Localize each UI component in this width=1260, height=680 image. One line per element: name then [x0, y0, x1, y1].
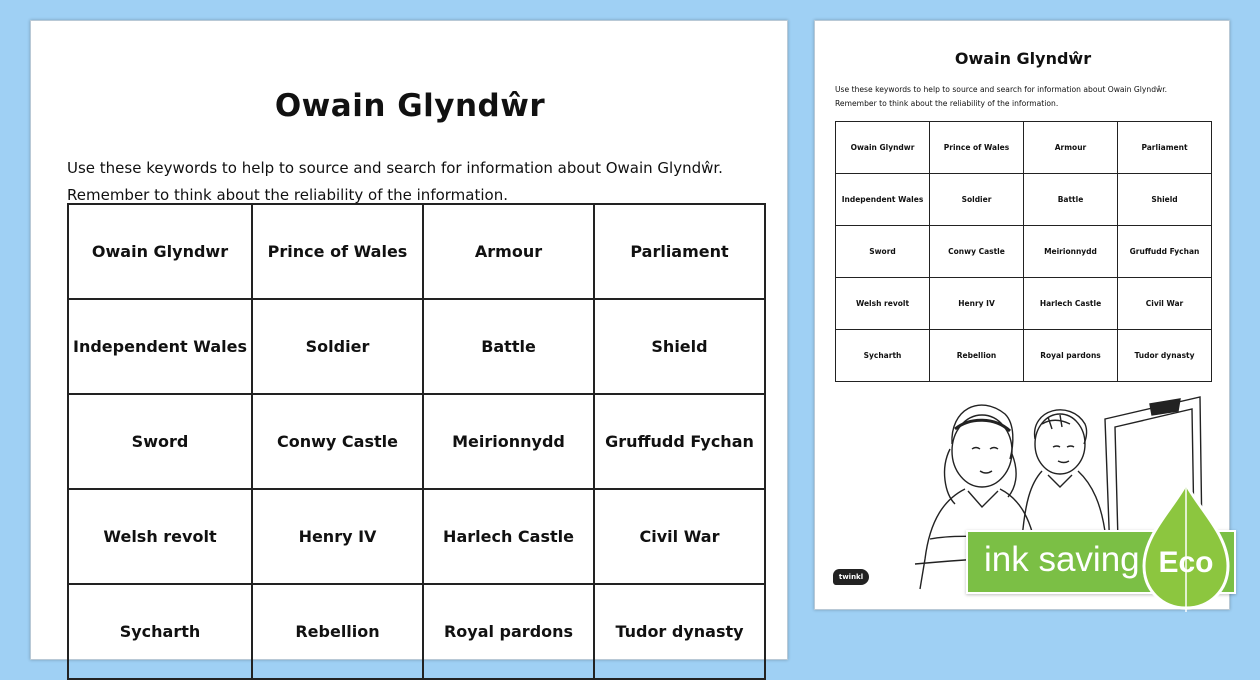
table-row: [836, 122, 1212, 174]
keyword-cell: Parliament: [594, 204, 765, 299]
eco-label: Eco: [1158, 546, 1214, 579]
keyword-cell: Prince of Wales: [930, 122, 1024, 174]
eco-drop-icon: [1140, 480, 1232, 614]
keyword-cell: Owain Glyndwr: [68, 204, 252, 299]
keyword-cell: Sycharth: [68, 584, 252, 679]
preview-keyword-table: [835, 121, 1212, 382]
keyword-cell: Armour: [423, 204, 594, 299]
keyword-cell: Rebellion: [252, 584, 423, 679]
table-row: [836, 278, 1212, 330]
keyword-cell: Meirionnydd: [1024, 226, 1118, 278]
table-row: [68, 204, 765, 299]
keyword-cell: Independent Wales: [68, 299, 252, 394]
keyword-cell: Meirionnydd: [423, 394, 594, 489]
keyword-cell: Gruffudd Fychan: [1118, 226, 1212, 278]
worksheet-zoomed: [30, 20, 788, 660]
table-row: [68, 584, 765, 679]
keyword-cell: Civil War: [1118, 278, 1212, 330]
keyword-cell: Conwy Castle: [252, 394, 423, 489]
keyword-cell: Sword: [68, 394, 252, 489]
keyword-cell: Welsh revolt: [68, 489, 252, 584]
table-row: [836, 330, 1212, 382]
table-row: [836, 174, 1212, 226]
keyword-cell: Welsh revolt: [836, 278, 930, 330]
table-row: [836, 226, 1212, 278]
preview-title: Owain Glyndŵr: [954, 49, 1092, 68]
keyword-cell: Owain Glyndwr: [836, 122, 930, 174]
keyword-cell: Harlech Castle: [423, 489, 594, 584]
keyword-cell: Shield: [594, 299, 765, 394]
keyword-cell: Rebellion: [930, 330, 1024, 382]
ink-saving-label: ink saving: [984, 540, 1140, 579]
keyword-cell: Armour: [1024, 122, 1118, 174]
keyword-table: [67, 203, 766, 680]
keyword-cell: Civil War: [594, 489, 765, 584]
keyword-cell: Henry IV: [930, 278, 1024, 330]
preview-instructions: [835, 83, 1215, 111]
instructions: [67, 155, 767, 209]
keyword-cell: Royal pardons: [423, 584, 594, 679]
preview-instructions-line-2: Remember to think about the reliability of the information.: [835, 99, 1059, 108]
keyword-cell: Conwy Castle: [930, 226, 1024, 278]
instructions-line-2: Remember to think about the reliability of the information.: [67, 186, 508, 204]
keyword-cell: Battle: [1024, 174, 1118, 226]
table-row: [68, 489, 765, 584]
keyword-cell: Gruffudd Fychan: [594, 394, 765, 489]
keyword-cell: Prince of Wales: [252, 204, 423, 299]
preview-instructions-line-1: Use these keywords to help to source and search for information about Owain Glyndŵr.: [835, 85, 1168, 94]
keyword-cell: Parliament: [1118, 122, 1212, 174]
keyword-cell: Harlech Castle: [1024, 278, 1118, 330]
keyword-cell: Henry IV: [252, 489, 423, 584]
keyword-cell: Battle: [423, 299, 594, 394]
instructions-line-1: Use these keywords to help to source and search for information about Owain Glyndŵr.: [67, 159, 723, 177]
keyword-cell: Independent Wales: [836, 174, 930, 226]
keyword-cell: Soldier: [252, 299, 423, 394]
keyword-cell: Sycharth: [836, 330, 930, 382]
table-row: [68, 299, 765, 394]
keyword-cell: Soldier: [930, 174, 1024, 226]
keyword-cell: Tudor dynasty: [1118, 330, 1212, 382]
keyword-cell: Shield: [1118, 174, 1212, 226]
keyword-cell: Sword: [836, 226, 930, 278]
table-row: [68, 394, 765, 489]
keyword-cell: Tudor dynasty: [594, 584, 765, 679]
page-title: Owain Glyndŵr: [274, 88, 546, 124]
keyword-cell: Royal pardons: [1024, 330, 1118, 382]
twinkl-logo: twinkl: [833, 569, 869, 585]
